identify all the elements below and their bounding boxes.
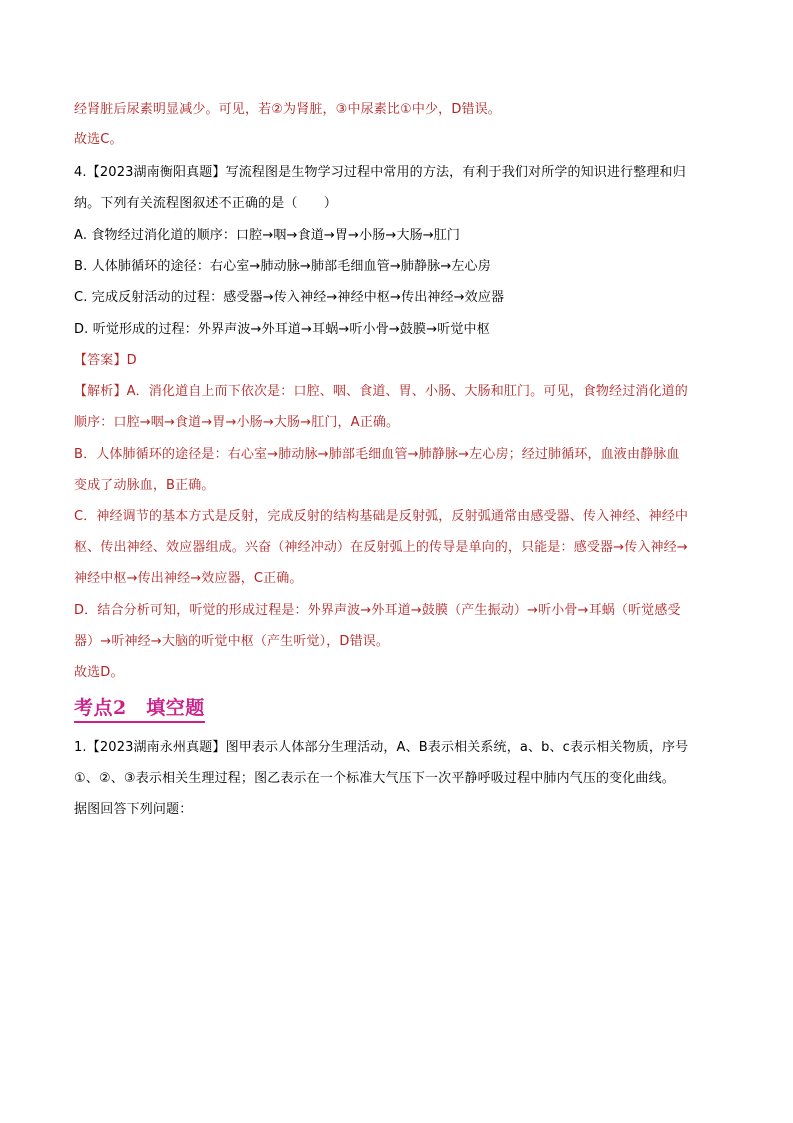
question-4-stem-line-1: 4.【2023湖南衡阳真题】写流程图是生物学习过程中常用的方法，有利于我们对所学的知识进行整理和归 <box>74 165 686 180</box>
answer-line: 【答案】D <box>74 353 137 368</box>
fill-question-1-line-3: 据图回答下列问题： <box>74 802 193 817</box>
analysis-line-5: C．神经调节的基本方式是反射，完成反射的结构基础是反射弧，反射弧通常由感受器、传入神经、神经中 <box>74 509 689 524</box>
conclusion-line: 故选C。 <box>74 132 123 147</box>
analysis-line-6: 枢、传出神经、效应器组成。兴奋（神经冲动）在反射弧上的传导是单向的，只能是：感受器→传入神经→ <box>74 540 688 555</box>
analysis-line-3: B．人体肺循环的途径是：右心室→肺动脉→肺部毛细血管→肺静脉→左心房；经过肺循环，血液由静脉血 <box>74 447 680 462</box>
question-4-option-b: B. 人体肺循环的途径：右心室→肺动脉→肺部毛细血管→肺静脉→左心房 <box>74 259 491 274</box>
analysis-line-2: 顺序：口腔→咽→食道→胃→小肠→大肠→肛门，A正确。 <box>74 415 400 430</box>
analysis-line-9: 器）→听神经→大脑的听觉中枢（产生听觉），D错误。 <box>74 634 390 649</box>
section-heading: 考点2 填空题 <box>74 696 205 723</box>
question-4-stem-line-2: 纳。下列有关流程图叙述不正确的是（ ） <box>74 196 338 211</box>
analysis-continuation-line: 经肾脏后尿素明显减少。可见，若②为肾脏，③中尿素比①中少，D错误。 <box>74 102 501 117</box>
analysis-line-1: 【解析】A．消化道自上而下依次是：口腔、咽、食道、胃、小肠、大肠和肛门。可见，食物经过消化道的 <box>74 384 688 399</box>
conclusion-line-2: 故选D。 <box>74 665 124 680</box>
analysis-line-8: D．结合分析可知，听觉的形成过程是：外界声波→外耳道→鼓膜（产生振动）→听小骨→耳蜗（听觉感受 <box>74 603 681 618</box>
analysis-line-4: 变成了动脉血，B正确。 <box>74 478 215 493</box>
fill-question-1-line-2: ①、②、③表示相关生理过程；图乙表示在一个标准大气压下一次平静呼吸过程中肺内气压的变化曲线。 <box>74 771 675 786</box>
fill-question-1-line-1: 1.【2023湖南永州真题】图甲表示人体部分生理活动，A、B表示相关系统，a、b、c表示相关物质，序号 <box>74 740 689 755</box>
question-4-option-c: C. 完成反射活动的过程：感受器→传入神经→神经中枢→传出神经→效应器 <box>74 290 505 305</box>
question-4-option-a: A. 食物经过消化道的顺序：口腔→咽→食道→胃→小肠→大肠→肛门 <box>74 228 461 243</box>
question-4-option-d: D. 听觉形成的过程：外界声波→外耳道→耳蜗→听小骨→鼓膜→听觉中枢 <box>74 322 490 337</box>
analysis-line-7: 神经中枢→传出神经→效应器，C正确。 <box>74 571 303 586</box>
